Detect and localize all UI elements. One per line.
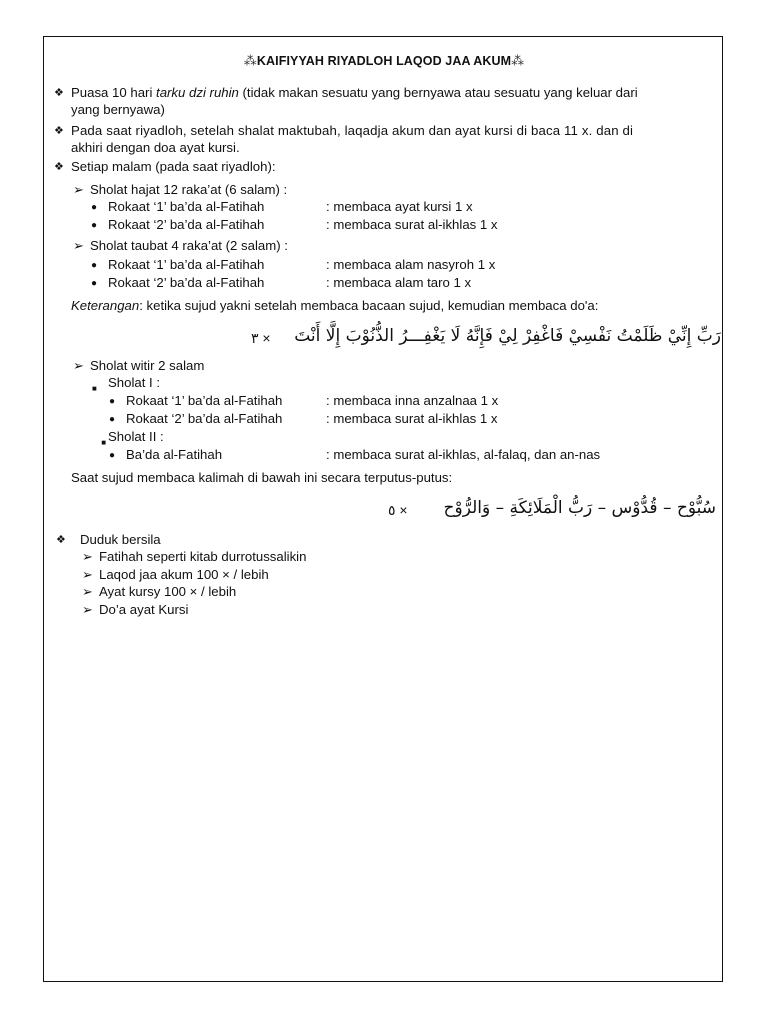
arrow-bullet-icon: ➢: [73, 358, 84, 373]
square-bullet-icon: ■: [92, 384, 97, 393]
arrow-bullet-icon: ➢: [82, 602, 93, 617]
dot-bullet-icon: ●: [91, 202, 98, 213]
witir-sholat2: Sholat II :: [108, 429, 164, 444]
arabic-doa-count-text: ٣ ×: [251, 330, 271, 346]
taubat-row1-label: Rokaat ‘1’ ba’da al-Fatihah: [108, 257, 265, 272]
witir-sholat1: Sholat I :: [108, 375, 161, 390]
witir-row1-label: Rokaat ‘1’ ba’da al-Fatihah: [126, 393, 283, 408]
item1-italic: tarku dzi ruhin: [156, 85, 239, 100]
sujud-text: Saat sujud membaca kalimah di bawah ini secara terputus-putus:: [71, 470, 453, 485]
item1-line2: yang bernyawa): [71, 102, 165, 117]
keterangan-label: Keterangan: [71, 298, 140, 313]
square-bullet-icon: ■: [101, 438, 107, 447]
page-title: [0, 53, 768, 69]
hajat-row2-label: Rokaat ‘2’ ba’da al-Fatihah: [108, 217, 265, 232]
dot-bullet-icon: ●: [109, 450, 116, 461]
arrow-bullet-icon: ➢: [82, 567, 93, 582]
duduk-item-4: Do’a ayat Kursi: [99, 602, 189, 617]
dot-bullet-icon: ●: [109, 414, 116, 425]
arabic-tasbih-count: [388, 502, 408, 519]
duduk-item-2: Laqod jaa akum 100 × / lebih: [99, 567, 269, 582]
item1-line1: [71, 84, 638, 101]
item2-line2: akhiri dengan doa ayat kursi.: [71, 140, 240, 155]
diamond-bullet-icon: ❖: [54, 87, 64, 99]
taubat-row2-label: Rokaat ‘2’ ba’da al-Fatihah: [108, 275, 265, 290]
diamond-bullet-icon: ❖: [56, 534, 66, 546]
item2-line1: Pada saat riyadloh, setelah shalat maktubah, laqadja akum dan ayat kursi di baca 11 x. dan di: [71, 123, 634, 138]
taubat-row2-value: : membaca alam taro 1 x: [326, 275, 472, 290]
taubat-heading: Sholat taubat 4 raka’at (2 salam) :: [90, 238, 288, 253]
taubat-row1-value: : membaca alam nasyroh 1 x: [326, 257, 496, 272]
dot-bullet-icon: ●: [109, 396, 116, 407]
diamond-bullet-icon: ❖: [54, 161, 64, 173]
witir-row3-value: : membaca surat al-ikhlas, al-falaq, dan an-nas: [326, 447, 601, 462]
hajat-heading: Sholat hajat 12 raka’at (6 salam) :: [90, 182, 288, 197]
item1-prefix: Puasa 10 hari: [71, 85, 157, 100]
witir-row2-label: Rokaat ‘2’ ba’da al-Fatihah: [126, 411, 283, 426]
item1-suffix: (tidak makan sesuatu yang bernyawa atau sesuatu yang keluar dari: [238, 85, 638, 100]
witir-row2-value: : membaca surat al-ikhlas 1 x: [326, 411, 498, 426]
dot-bullet-icon: ●: [91, 220, 98, 231]
witir-row1-value: : membaca inna anzalnaa 1 x: [326, 393, 499, 408]
title-ornament-left: ⁂: [243, 53, 257, 68]
hajat-row1-label: Rokaat ‘1’ ba’da al-Fatihah: [108, 199, 265, 214]
duduk-heading: Duduk bersila: [80, 532, 161, 547]
arabic-doa-count: [251, 330, 271, 347]
arabic-tasbih-count-text: ٥ ×: [388, 502, 408, 518]
duduk-item-1: Fatihah seperti kitab durrotussalikin: [99, 549, 307, 564]
diamond-bullet-icon: ❖: [54, 125, 64, 137]
dot-bullet-icon: ●: [91, 260, 98, 271]
arabic-doa: رَبِّ إِنِّيْ ظَلَمْتُ نَفْسِيْ فَاغْفِرْ لِيْ فَإِنَّهُ لَا يَغْفِـــرُ الذُّنُوْبَ إِلَّا أَنْتَ: [294, 326, 721, 346]
arrow-bullet-icon: ➢: [82, 584, 93, 599]
witir-heading: Sholat witir 2 salam: [90, 358, 205, 373]
dot-bullet-icon: ●: [91, 278, 98, 289]
arrow-bullet-icon: ➢: [73, 238, 84, 253]
keterangan-line: [71, 297, 598, 314]
duduk-item-3: Ayat kursy 100 × / lebih: [99, 584, 237, 599]
title-ornament-right: ⁂: [511, 53, 525, 68]
arrow-bullet-icon: ➢: [82, 549, 93, 564]
hajat-row2-value: : membaca surat al-ikhlas 1 x: [326, 217, 498, 232]
keterangan-text: : ketika sujud yakni setelah membaca bacaan sujud, kemudian membaca do'a:: [139, 298, 599, 313]
witir-row3-label: Ba’da al-Fatihah: [126, 447, 223, 462]
arabic-tasbih: سُبُّوْح – قُدُّوْس – رَبُّ الْمَلَائِكَةِ – وَالرُّوْح: [443, 498, 716, 518]
hajat-row1-value: : membaca ayat kursi 1 x: [326, 199, 473, 214]
title-text: KAIFIYYAH RIYADLOH LAQOD JAA AKUM: [256, 54, 512, 68]
arrow-bullet-icon: ➢: [73, 182, 84, 197]
item3-text: Setiap malam (pada saat riyadloh):: [71, 159, 276, 174]
